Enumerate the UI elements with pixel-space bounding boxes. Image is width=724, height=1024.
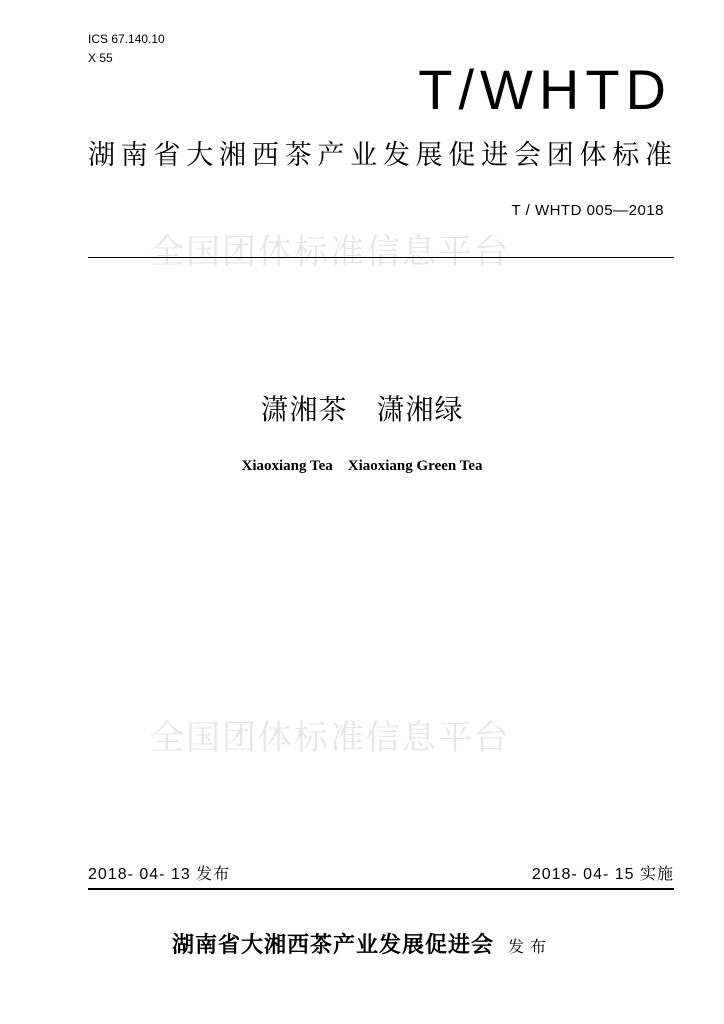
watermark-top: 全国团体标准信息平台 bbox=[150, 233, 510, 271]
watermark-bottom: 全国团体标准信息平台 bbox=[150, 719, 510, 757]
issue-date: 2018- 04- 13 发布 bbox=[88, 866, 231, 883]
organization-standard-title: 湖南省大湘西茶产业发展促进会团体标准 bbox=[88, 140, 674, 170]
document-title-chinese: 潇湘茶 潇湘绿 bbox=[260, 394, 464, 425]
ics-code: ICS 67.140.10 bbox=[88, 32, 165, 46]
publisher-organization: 湖南省大湘西茶产业发展促进会 bbox=[171, 932, 494, 957]
classification-code: X 55 bbox=[88, 51, 113, 65]
standard-code-heading: T/WHTD bbox=[418, 58, 672, 121]
publisher-suffix: 发布 bbox=[508, 939, 553, 956]
header-divider bbox=[88, 257, 674, 258]
implementation-date: 2018- 04- 15 实施 bbox=[531, 866, 674, 883]
publisher-line bbox=[0, 930, 724, 963]
footer-divider bbox=[88, 888, 674, 890]
document-title-english: Xiaoxiang Tea Xiaoxiang Green Tea bbox=[241, 458, 483, 474]
standard-number: T / WHTD 005—2018 bbox=[511, 202, 664, 219]
